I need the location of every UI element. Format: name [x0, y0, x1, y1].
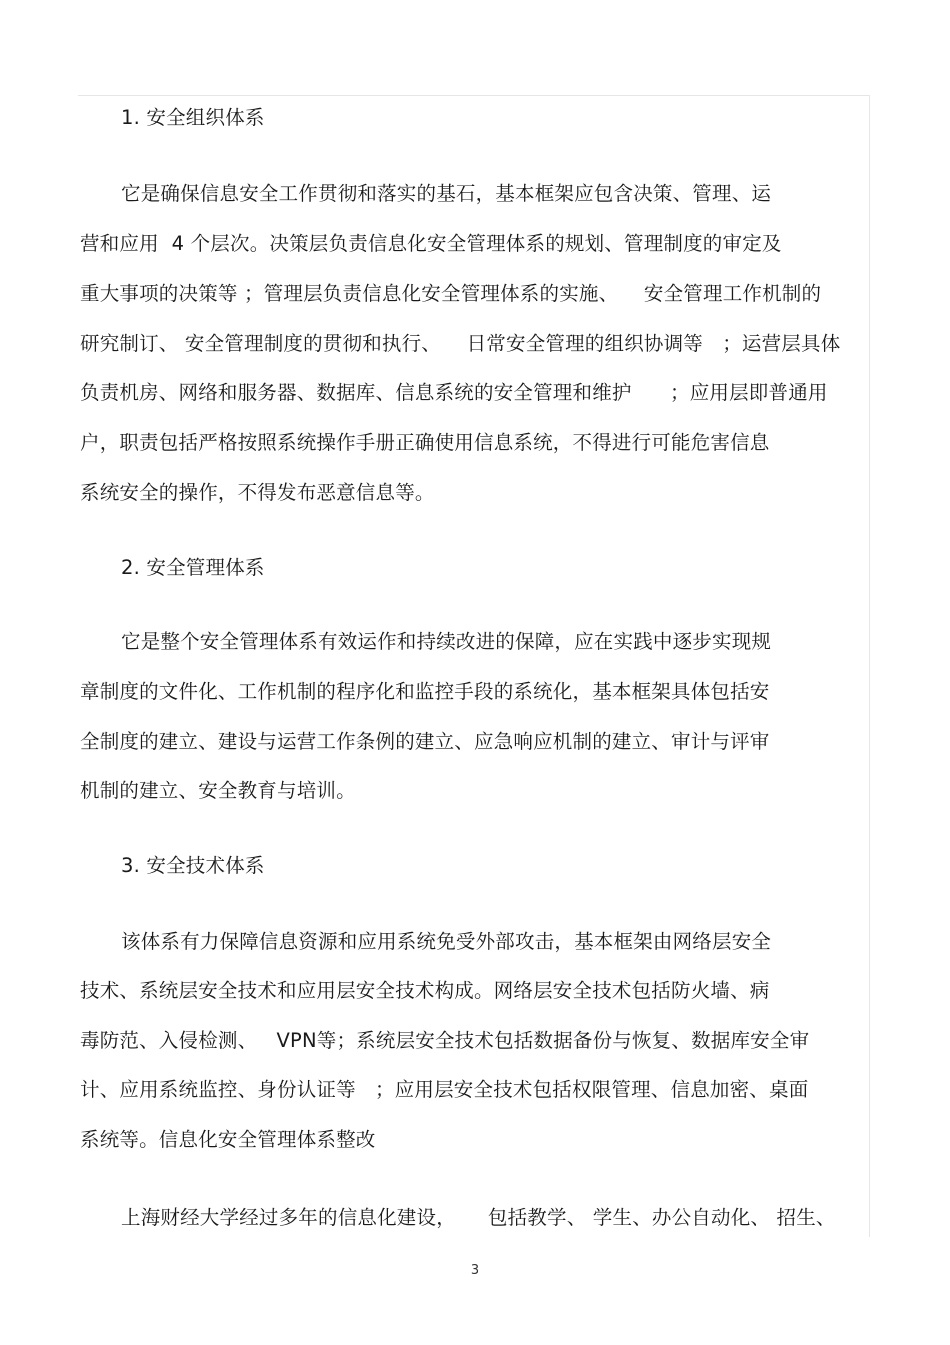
paragraph-line: 户，职责包括严格按照系统操作手册正确使用信息系统，不得进行可能危害信息 — [80, 431, 770, 454]
page-border-top — [78, 95, 870, 96]
paragraph-line: 全制度的建立、建设与运营工作条例的建立、应急响应机制的建立、审计与评审 — [80, 730, 770, 753]
section-heading-3: 3. 安全技术体系 — [121, 854, 265, 877]
paragraph-line: 重大事项的决策等 ；管理层负责信息化安全管理体系的实施、 安全管理工作机制的 — [80, 282, 822, 305]
page-border-right — [869, 95, 870, 1237]
closing-paragraph-line: 上海财经大学经过多年的信息化建设， 包括教学、 学生、办公自动化、 招生、 — [121, 1206, 836, 1229]
paragraph-line: 系统安全的操作，不得发布恶意信息等。 — [80, 481, 435, 504]
paragraph-line: 研究制订、 安全管理制度的贯彻和执行、 日常安全管理的组织协调等 ；运营层具体 — [80, 332, 841, 355]
paragraph-line: 营和应用 4 个层次。决策层负责信息化安全管理体系的规划、管理制度的审定及 — [80, 232, 782, 255]
paragraph-line: 机制的建立、安全教育与培训。 — [80, 779, 356, 802]
paragraph-line: 技术、系统层安全技术和应用层安全技术构成。网络层安全技术包括防火墙、病 — [80, 979, 770, 1002]
paragraph-line: 毒防范、入侵检测、 VPN等；系统层安全技术包括数据备份与恢复、数据库安全审 — [80, 1029, 810, 1052]
paragraph-line: 计、应用系统监控、身份认证等 ；应用层安全技术包括权限管理、信息加密、桌面 — [80, 1078, 809, 1101]
paragraph-line: 该体系有力保障信息资源和应用系统免受外部攻击，基本框架由网络层安全 — [121, 930, 772, 953]
paragraph-line: 负责机房、网络和服务器、数据库、信息系统的安全管理和维护 ；应用层即普通用 — [80, 381, 828, 404]
paragraph-line: 章制度的文件化、工作机制的程序化和监控手段的系统化，基本框架具体包括安 — [80, 680, 770, 703]
paragraph-line: 系统等。信息化安全管理体系整改 — [80, 1128, 376, 1151]
paragraph-line: 它是确保信息安全工作贯彻和落实的基石，基本框架应包含决策、管理、运 — [121, 182, 772, 205]
section-heading-1: 1. 安全组织体系 — [121, 106, 265, 129]
paragraph-line: 它是整个安全管理体系有效运作和持续改进的保障，应在实践中逐步实现规 — [121, 630, 772, 653]
section-heading-2: 2. 安全管理体系 — [121, 556, 265, 579]
page-number: 3 — [470, 1263, 480, 1278]
